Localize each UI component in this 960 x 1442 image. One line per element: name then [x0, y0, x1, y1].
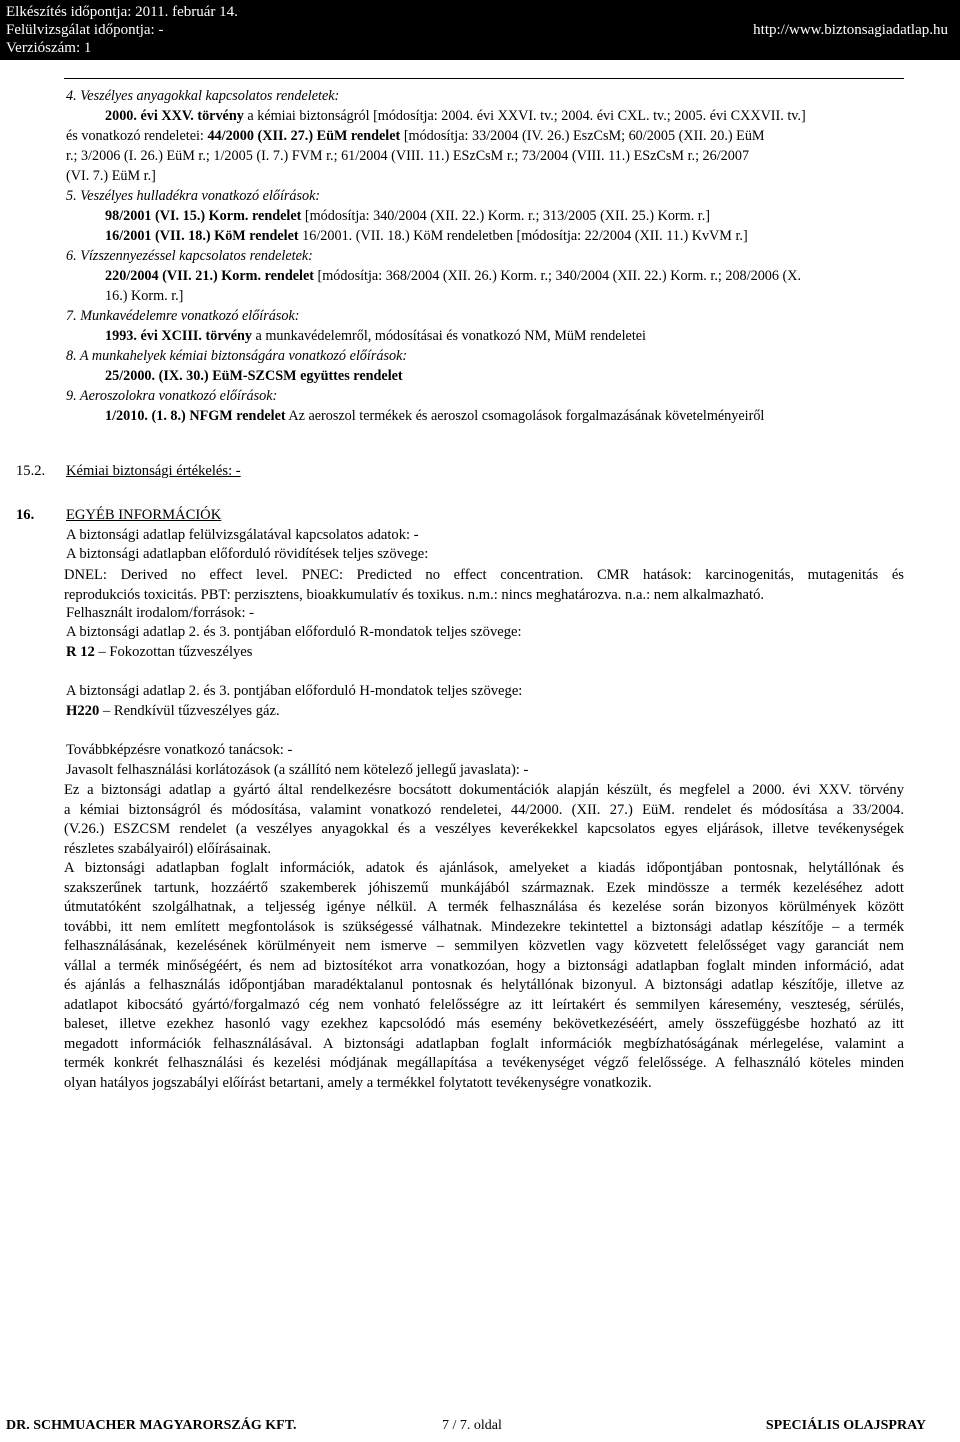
- info-line: A biztonsági adatlap felülvizsgálatával kapcsolatos adatok: -: [66, 527, 419, 543]
- reg-heading-7: 7. Munkavédelemre vonatkozó előírások:: [66, 308, 300, 324]
- abbreviations-paragraph: DNEL: Derived no effect level. PNEC: Predicted no effect concentration. CMR hatások: karcinogenitás, mutagenitás és reprodukciós toxicitás. PBT: perzisztens, bioakkumulatív és toxikus. n.m.: nincs meghatározva. n.a.: nem alkalmazható.: [64, 567, 904, 603]
- footer-page-number: 7 / 7. oldal: [442, 1418, 502, 1433]
- section-15-2-title: Kémiai biztonsági értékelés: -: [66, 463, 241, 479]
- reg-line: 16.) Korm. r.]: [105, 288, 184, 304]
- created-date: Elkészítés időpontja: 2011. február 14.: [6, 4, 238, 20]
- info-line: Javasolt felhasználási korlátozások (a szállító nem kötelező jellegű javaslata): -: [66, 762, 529, 778]
- header-rule: [64, 78, 904, 79]
- reg-heading-5: 5. Veszélyes hulladékra vonatkozó előírások:: [66, 188, 321, 204]
- reg-line: és vonatkozó rendeletei: 44/2000 (XII. 27.) EüM rendelet [módosítja: 33/2004 (IV. 26.) EszCsM; 60/2005 (XII. 20.) EüM: [66, 128, 765, 144]
- reg-line: 16/2001 (VII. 18.) KöM rendelet 16/2001. (VII. 18.) KöM rendeletben [módosítja: 22/2004 (XII. 11.) KvVM r.]: [105, 228, 748, 244]
- section-16-number: 16.: [16, 507, 35, 523]
- reg-line: 2000. évi XXV. törvény a kémiai biztonságról [módosítja: 2004. évi XXVI. tv.; 2004. évi CXL. tv.; 2005. évi CXXVII. tv.]: [105, 108, 806, 124]
- revision-date: Felülvizsgálat időpontja: -: [6, 22, 164, 38]
- header-url[interactable]: http://www.biztonsagiadatlap.hu: [753, 22, 948, 38]
- h-phrase: H220 – Rendkívül tűzveszélyes gáz.: [66, 703, 280, 719]
- section-16-title: EGYÉB INFORMÁCIÓK: [66, 507, 222, 523]
- reg-line: (VI. 7.) EüM r.]: [66, 168, 156, 184]
- info-line: A biztonsági adatlapban előforduló rövidítések teljes szövege:: [66, 546, 429, 562]
- reg-heading-6: 6. Vízszennyezéssel kapcsolatos rendeletek:: [66, 248, 313, 264]
- section-15-2-number: 15.2.: [16, 463, 46, 479]
- footer-company: DR. SCHMUACHER MAGYARORSZÁG KFT.: [6, 1418, 297, 1433]
- reg-heading-8: 8. A munkahelyek kémiai biztonságára vonatkozó előírások:: [66, 348, 408, 364]
- reg-line: 1/2010. (1. 8.) NFGM rendelet Az aeroszol termékek és aeroszol csomagolások forgalmazásának követelményeiről: [105, 408, 765, 424]
- footer-product: SPECIÁLIS OLAJSPRAY: [765, 1418, 926, 1433]
- version-number: Verziószám: 1: [6, 40, 92, 56]
- reg-line: r.; 3/2006 (I. 26.) EüM r.; 1/2005 (I. 7.) FVM r.; 61/2004 (VIII. 11.) ESzCsM r.; 73/2004 (VIII. 11.) ESzCsM r.; 26/2007: [66, 148, 750, 164]
- r-phrase: R 12 – Fokozottan tűzveszélyes: [66, 644, 253, 660]
- compliance-paragraph: Ez a biztonsági adatlap a gyártó által rendelkezésre bocsátott dokumentációk alapján készült, és megfelel a 2000. évi XXV. törvény a kémiai biztonságról és módosítása, valamint vonatkozó rendeletei, 44/2000. (XII. 27.) EüM. rendelet és módosítása a 33/2004. (V.26.) ESZCSM rendelet (a veszélyes anyagokkal és a veszélyes keverékekkel kapcsolatos egyes eljárások, illetve tevékenységek részletes szabályairól) előírásainak.: [64, 782, 904, 857]
- reg-line: 98/2001 (VI. 15.) Korm. rendelet [módosítja: 340/2004 (XII. 22.) Korm. r.; 313/2005 (XII. 25.) Korm. r.]: [105, 208, 710, 224]
- disclaimer-paragraph: A biztonsági adatlapban foglalt információk, adatok és ajánlások, amelyeket a kiadás időpontjában pontosnak, helytállónak és szakszerűnek tartunk, hozzáértő szakemberek jóhiszemű munkájából származnak. Ezek mindössze a termék kezeléséhez adott útmutatóként szolgálhatnak, a teljesség igénye nélkül. A termék felhasználása és kezelése során bizonyos körülmények között további, itt nem említett megfontolások is szükségessé válhatnak. Mindezekre tekintettel a biztonsági adatlap készítője – a termék felhasználásának, kezelésének körülményeit nem ismerve – semmilyen közvetlen vagy közvetett felelősséget vagy garanciát nem vállal a termék minőségéért, és nem ad biztosítékot arra vonatkozóan, hogy a biztonsági adatlapban foglalt minden információ, adat és ajánlás a felhasználás időpontjában maradéktalanul pontosnak és helytállónak bizonyul. A biztonsági adatlap készítője, illetve az adatlapot kibocsátó gyártó/forgalmazó cég nem vonható felelősségre az itt leírtakért és semmilyen káresemény, veszteség, sérülés, baleset, illetve ezekhez hasonló vagy ezekhez kapcsolódó más esemény bekövetkezéséért, amely összefüggésbe hozható az itt megadott információk felhasználásával. A biztonsági adatlapban foglalt információk megbízhatóságának mérlegelése, valamint a termék konkrét felhasználási és kezelési módjának megállapítása a tevékenységet végző felelőssége. A felhasználó köteles minden olyan hatályos jogszabályi előírást betartani, amely a termékkel folytatott tevékenységre vonatkozik.: [64, 860, 904, 1092]
- reg-line: 25/2000. (IX. 30.) EüM-SZCSM együttes rendelet: [105, 368, 403, 384]
- reg-heading-4: 4. Veszélyes anyagokkal kapcsolatos rendeletek:: [66, 88, 340, 104]
- page-header: [0, 0, 960, 60]
- reg-heading-9: 9. Aeroszolokra vonatkozó előírások:: [66, 388, 278, 404]
- info-line: A biztonsági adatlap 2. és 3. pontjában előforduló R-mondatok teljes szövege:: [66, 624, 522, 640]
- reg-line: 220/2004 (VII. 21.) Korm. rendelet [módosítja: 368/2004 (XII. 26.) Korm. r.; 340/2004 (XII. 22.) Korm. r.; 208/2006 (X.: [105, 268, 802, 284]
- info-line: Felhasznált irodalom/források: -: [66, 605, 255, 621]
- info-line: A biztonsági adatlap 2. és 3. pontjában előforduló H-mondatok teljes szövege:: [66, 683, 523, 699]
- reg-line: 1993. évi XCIII. törvény a munkavédelemről, módosításai és vonatkozó NM, MüM rendeletei: [105, 328, 647, 344]
- info-line: Továbbképzésre vonatkozó tanácsok: -: [66, 742, 293, 758]
